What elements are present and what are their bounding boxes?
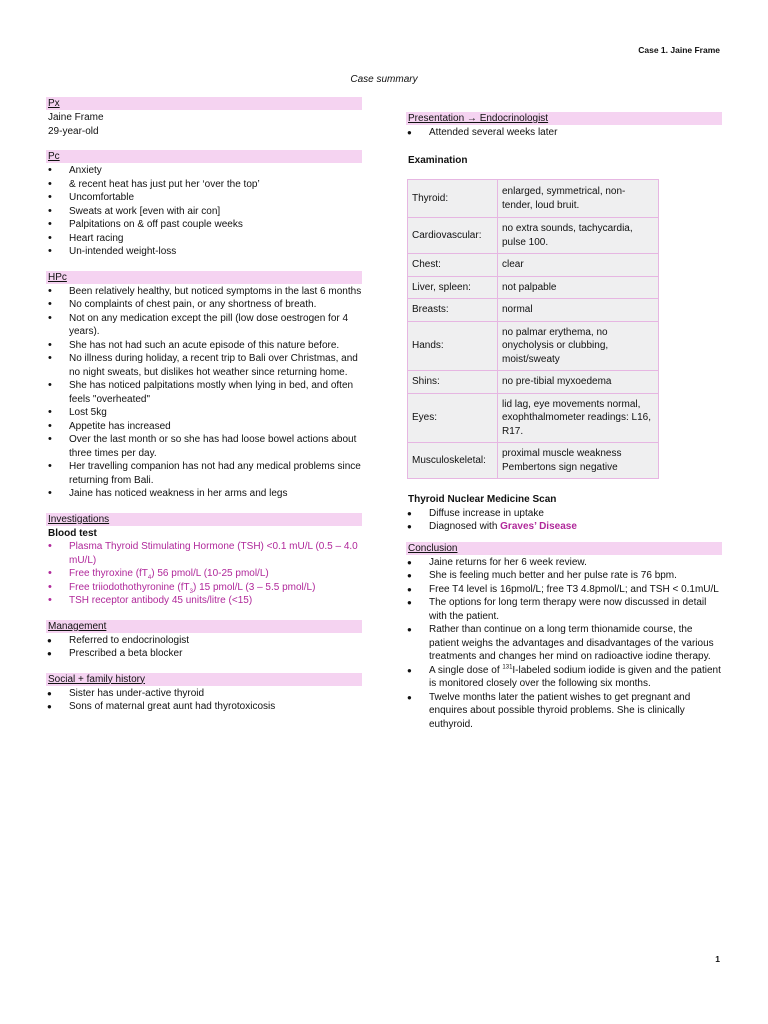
conclusion-list bbox=[406, 556, 722, 732]
ft3-sub: 3 bbox=[189, 588, 193, 595]
page-number: 1 bbox=[715, 954, 720, 964]
list-item: • Sweats at work [even with air con] bbox=[46, 205, 362, 219]
list-item: ● Twelve months later the patient wishes to get pregnant and enquires about possible thyroid problems. She is clinically euthyroid. bbox=[406, 691, 722, 732]
list-item: • No illness during holiday, a recent trip to Bali over Christmas, and no night sweats, but dislikes hot weather since returning home. bbox=[46, 352, 362, 379]
page-title: Case summary bbox=[350, 74, 418, 85]
list-item bbox=[406, 520, 722, 534]
pc-heading: Pc bbox=[48, 151, 60, 162]
exam-value: lid lag, eye movements normal, exophthalmometer readings: L16, R17. bbox=[498, 393, 659, 443]
list-item: ● She is feeling much better and her pulse rate is 76 bpm. bbox=[406, 569, 722, 583]
right-column bbox=[406, 112, 722, 731]
presentation-heading: Presentation → Endocrinologist bbox=[408, 113, 549, 124]
exam-key: Chest: bbox=[408, 254, 498, 277]
management-list bbox=[46, 634, 362, 661]
exam-value: not palpable bbox=[498, 276, 659, 299]
table-row bbox=[408, 254, 659, 277]
exam-value: no extra sounds, tachycardia, pulse 100. bbox=[498, 218, 659, 254]
px-section bbox=[46, 97, 362, 138]
examination-table bbox=[407, 179, 659, 479]
list-item: • She has noticed palpitations mostly when lying in bed, and often feels "overheated" bbox=[46, 379, 362, 406]
exam-key: Liver, spleen: bbox=[408, 276, 498, 299]
scan-section bbox=[406, 493, 722, 534]
investigations-section bbox=[46, 513, 362, 608]
management-heading: Management bbox=[48, 620, 107, 632]
list-item: • Palpitations on & off past couple weeks bbox=[46, 218, 362, 232]
exam-value: no pre-tibial myxoedema bbox=[498, 371, 659, 394]
pc-section bbox=[46, 150, 362, 259]
list-item: • Her travelling companion has not had any medical problems since returning from Bali. bbox=[46, 460, 362, 487]
dose-rest: I-labeled sodium iodide is given and the patient is monitored closely over the following six months. bbox=[429, 664, 721, 689]
list-item: • Been relatively healthy, but noticed symptoms in the last 6 months bbox=[46, 285, 362, 299]
list-item: ● Prescribed a beta blocker bbox=[46, 647, 362, 661]
list-item: ● Diffuse increase in uptake bbox=[406, 507, 722, 521]
ft4-rest: ) 56 pmol/L (10-25 pmol/L) bbox=[151, 568, 269, 579]
diagnosis-highlight: Graves’ Disease bbox=[500, 521, 577, 532]
presentation-heading-bar bbox=[406, 112, 722, 125]
list-item: • Jaine has noticed weakness in her arms and legs bbox=[46, 487, 362, 501]
social-section bbox=[46, 673, 362, 714]
list-item: ● Rather than continue on a long term thionamide course, the patient weighs the advantages and disadvantages of the various treatments and changes her mind on radioactive iodine therapy. bbox=[406, 623, 722, 664]
list-item: • Plasma Thyroid Stimulating Hormone (TSH) <0.1 mU/L (0.5 – 4.0 mU/L) bbox=[46, 540, 362, 567]
management-section bbox=[46, 620, 362, 661]
list-item bbox=[46, 581, 362, 595]
list-item: ● Free T4 level is 16pmol/L; free T3 4.8pmol/L; and TSH < 0.1mU/L bbox=[406, 583, 722, 597]
table-row bbox=[408, 371, 659, 394]
hpc-heading-bar bbox=[46, 271, 362, 284]
exam-key: Hands: bbox=[408, 321, 498, 371]
investigations-heading-bar bbox=[46, 513, 362, 526]
scan-list bbox=[406, 507, 722, 534]
table-row bbox=[408, 299, 659, 322]
investigations-heading: Investigations bbox=[48, 513, 110, 525]
list-item: ● Jaine returns for her 6 week review. bbox=[406, 556, 722, 570]
blood-test-heading: Blood test bbox=[48, 527, 97, 539]
px-heading-bar bbox=[46, 97, 362, 110]
list-item: ● Sister has under-active thyroid bbox=[46, 687, 362, 701]
list-item: ● Attended several weeks later bbox=[406, 126, 722, 140]
list-item: • Not on any medication except the pill (low dose oestrogen for 4 years). bbox=[46, 312, 362, 339]
exam-key: Shins: bbox=[408, 371, 498, 394]
list-item: ● The options for long term therapy were now discussed in detail with the patient. bbox=[406, 596, 722, 623]
scan-heading: Thyroid Nuclear Medicine Scan bbox=[408, 494, 557, 505]
exam-key: Thyroid: bbox=[408, 180, 498, 218]
exam-value: proximal muscle weakness Pembertons sign negative bbox=[498, 443, 659, 479]
ft3-name: Free triiodothothyronine (fT bbox=[69, 581, 190, 593]
list-item: • & recent heat has just put her ‘over the top’ bbox=[46, 178, 362, 192]
conclusion-section bbox=[406, 542, 722, 732]
exam-value: normal bbox=[498, 299, 659, 322]
table-row bbox=[408, 276, 659, 299]
hpc-list bbox=[46, 285, 362, 501]
ft4-name: Free thyroxine (fT bbox=[69, 568, 148, 579]
table-row bbox=[408, 443, 659, 479]
list-item: • Heart racing bbox=[46, 232, 362, 246]
table-row bbox=[408, 321, 659, 371]
list-item bbox=[46, 567, 362, 581]
dose-prefix: A single dose of bbox=[429, 664, 503, 676]
table-row bbox=[408, 393, 659, 443]
exam-value: clear bbox=[498, 254, 659, 277]
patient-name: Jaine Frame bbox=[48, 112, 104, 123]
table-row bbox=[408, 180, 659, 218]
management-heading-bar bbox=[46, 620, 362, 633]
social-heading-bar bbox=[46, 673, 362, 686]
list-item: ● Referred to endocrinologist bbox=[46, 634, 362, 648]
list-item: • Lost 5kg bbox=[46, 406, 362, 420]
list-item: • TSH receptor antibody 45 units/litre (<15) bbox=[46, 594, 362, 608]
px-heading: Px bbox=[48, 98, 60, 109]
exam-value: no palmar erythema, no onycholysis or clubbing, moist/sweaty bbox=[498, 321, 659, 371]
list-item: ● Sons of maternal great aunt had thyrotoxicosis bbox=[46, 700, 362, 714]
exam-key: Cardiovascular: bbox=[408, 218, 498, 254]
social-heading: Social + family history bbox=[48, 673, 145, 685]
list-item: • Un-intended weight-loss bbox=[46, 245, 362, 259]
ft3-rest: ) 15 pmol/L (3 – 5.5 pmol/L) bbox=[192, 581, 316, 593]
isotope-number: 131 bbox=[502, 664, 513, 671]
patient-age: 29-year-old bbox=[48, 125, 99, 137]
exam-key: Breasts: bbox=[408, 299, 498, 322]
examination-heading: Examination bbox=[408, 154, 468, 166]
list-item: • Appetite has increased bbox=[46, 420, 362, 434]
ft4-sub: 4 bbox=[147, 575, 152, 581]
list-item: • Uncomfortable bbox=[46, 191, 362, 205]
blood-test-list bbox=[46, 540, 362, 608]
pc-list bbox=[46, 164, 362, 259]
exam-value: enlarged, symmetrical, non-tender, loud bruit. bbox=[498, 180, 659, 218]
exam-key: Musculoskeletal: bbox=[408, 443, 498, 479]
pc-heading-bar bbox=[46, 150, 362, 163]
list-item: • She has not had such an acute episode of this nature before. bbox=[46, 339, 362, 353]
list-item bbox=[406, 664, 722, 691]
exam-key: Eyes: bbox=[408, 393, 498, 443]
diagnosis-prefix: Diagnosed with bbox=[429, 521, 501, 532]
table-row bbox=[408, 218, 659, 254]
presentation-section bbox=[406, 112, 722, 140]
case-label: Case 1. Jaine Frame bbox=[638, 45, 720, 55]
social-list bbox=[46, 687, 362, 714]
left-column bbox=[46, 97, 362, 726]
conclusion-heading: Conclusion bbox=[408, 542, 458, 554]
hpc-section bbox=[46, 271, 362, 501]
list-item: • No complaints of chest pain, or any shortness of breath. bbox=[46, 298, 362, 312]
list-item: • Over the last month or so she has had loose bowel actions about three times per day. bbox=[46, 433, 362, 460]
hpc-heading: HPc bbox=[48, 271, 67, 283]
presentation-list bbox=[406, 126, 722, 140]
conclusion-heading-bar bbox=[406, 542, 722, 555]
list-item: • Anxiety bbox=[46, 164, 362, 178]
